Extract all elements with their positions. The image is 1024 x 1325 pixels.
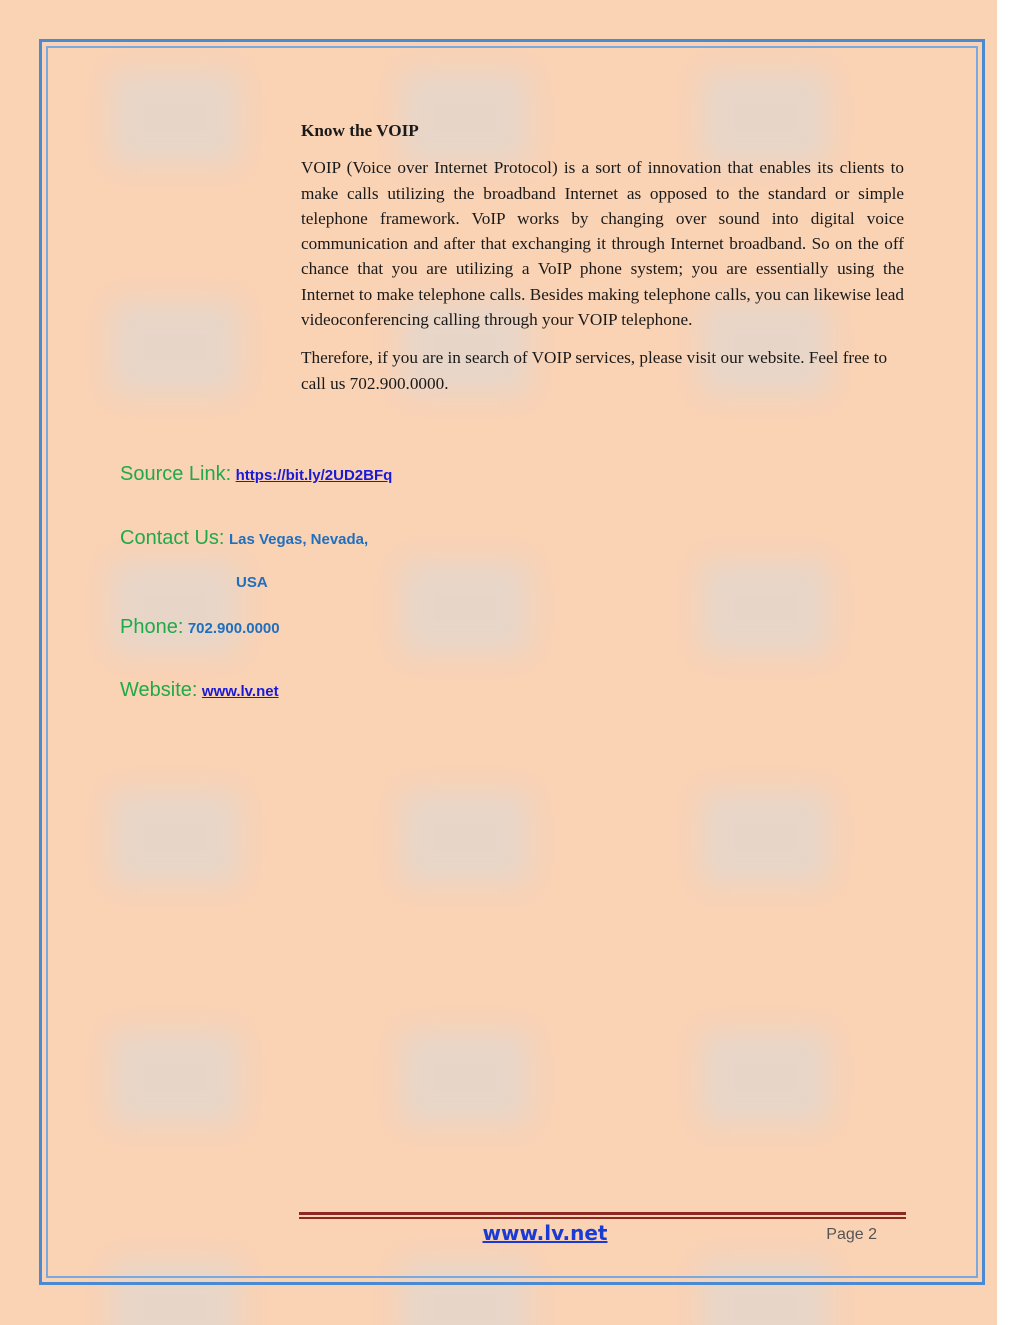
contact-label: Contact Us: xyxy=(120,527,225,549)
contact-country-row xyxy=(236,574,268,592)
source-link-row xyxy=(120,463,392,486)
source-link[interactable]: https://bit.ly/2UD2BFq xyxy=(235,467,393,484)
website-row xyxy=(120,679,279,702)
website-label: Website: xyxy=(120,679,198,701)
phone-row xyxy=(120,616,280,639)
footer-website-link[interactable]: www.lv.net xyxy=(482,1221,608,1245)
footer-rule xyxy=(299,1212,906,1219)
phone-label: Phone: xyxy=(120,616,184,638)
contact-row xyxy=(120,527,368,550)
article-body xyxy=(301,118,904,409)
page-number: Page 2 xyxy=(826,1226,877,1243)
source-link-label: Source Link: xyxy=(120,463,232,485)
contact-address: Las Vegas, Nevada, xyxy=(228,531,369,548)
website-link[interactable]: www.lv.net xyxy=(201,683,279,700)
article-paragraph: Therefore, if you are in search of VOIP services, please visit our website. Feel free to call us 702.900.0000. xyxy=(301,348,888,393)
article-paragraph: VOIP (Voice over Internet Protocol) is a sort of innovation that enables its clients to make calls utilizing the broadband Internet as opposed to the standard or simple telephone framework. VoIP works by changing over sound into digital voice communication and after that exchanging it through Internet broadband. So on the off chance that you are utilizing a VoIP phone system; you are essentially using the Internet to make telephone calls. Besides making telephone calls, you can likewise lead videoconferencing calling through your VOIP telephone. xyxy=(301,158,904,330)
article-heading: Know the VOIP xyxy=(301,121,419,140)
contact-country: USA xyxy=(236,574,268,591)
phone-number: 702.900.0000 xyxy=(187,620,280,637)
